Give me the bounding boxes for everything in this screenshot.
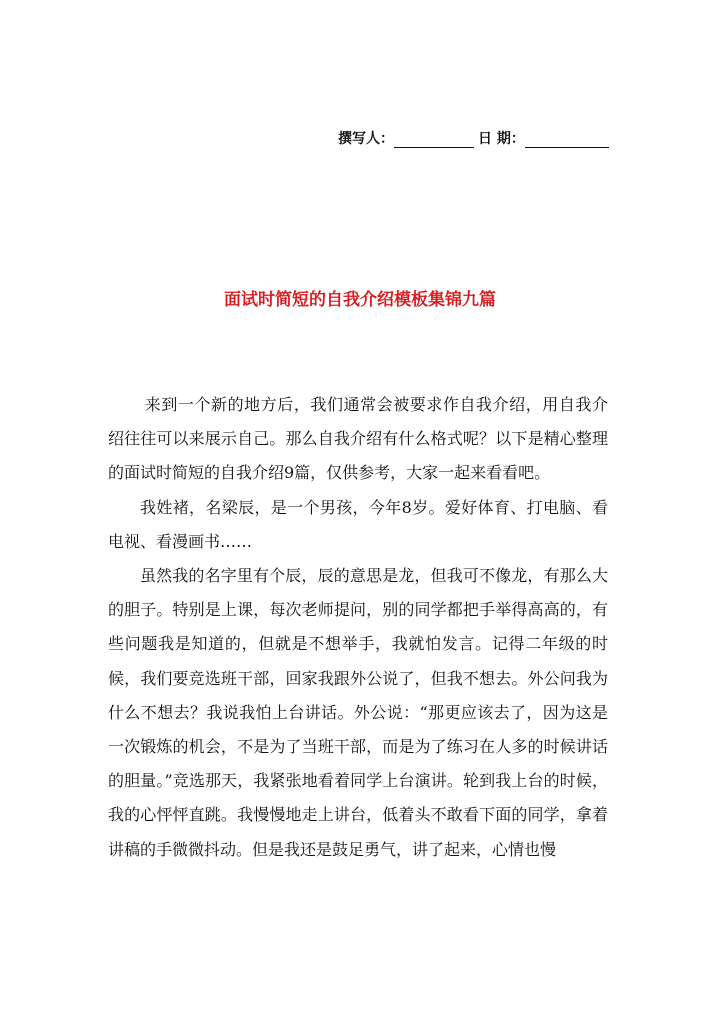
paragraph-intro: 来到一个新的地方后，我们通常会被要求作自我介绍，用自我介绍往往可以来展示自己。那么自我介绍有什么格式呢？以下是精心整理的面试时简短的自我介绍9篇，仅供参考，大家一起来看看吧。 bbox=[108, 395, 608, 483]
paragraph-story: 虽然我的名字里有个辰，辰的意思是龙，但我可不像龙，有那么大的胆子。特别是上课，每次老师提问，别的同学都把手举得高高的，有些问题我是知道的，但就是不想举手，我就怕发言。记得二年级的时候，我们要竞选班干部，回家我跟外公说了，但我不想去。外公问我为什么不想去？我说我怕上台讲话。外公说：“那更应该去了，因为这是一次锻炼的机会，不是为了当班干部，而是为了练习在人多的时候讲话的胆量。”竞选那天，我紧张地看着同学上台演讲。轮到我上台的时候，我的心怦怦直跳。我慢慢地走上讲台，低着头不敢看下面的同学，拿着讲稿的手微微抖动。但是我还是鼓足勇气，讲了起来，心情也慢 bbox=[108, 566, 608, 859]
document-title: 面试时简短的自我介绍模板集锦九篇 bbox=[224, 290, 496, 310]
document-body bbox=[108, 388, 608, 867]
author-label: 撰写人： bbox=[338, 131, 394, 147]
author-blank-field bbox=[394, 133, 474, 148]
header-author-date bbox=[338, 126, 628, 148]
paragraph-self-intro: 我姓褚，名梁辰，是一个男孩，今年8岁。爱好体育、打电脑、看电视、看漫画书…… bbox=[108, 497, 608, 551]
date-blank-field bbox=[525, 133, 609, 148]
date-label: 日 期： bbox=[478, 131, 525, 147]
